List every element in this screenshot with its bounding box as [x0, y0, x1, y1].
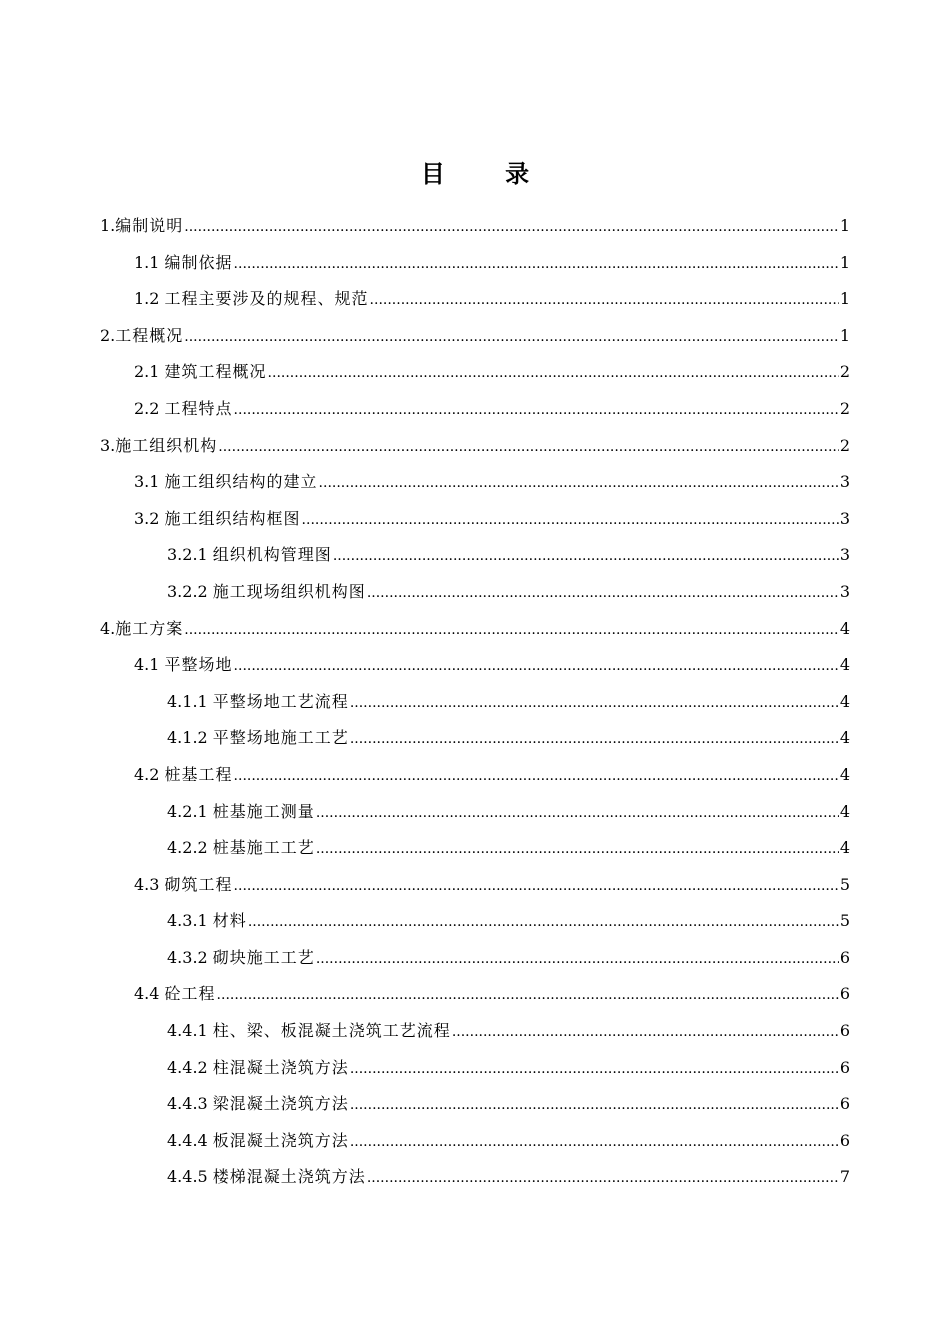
toc-entry-number: 3.2.2: [167, 581, 213, 601]
toc-entry-number: 4.4.4: [167, 1130, 213, 1150]
toc-entry-page-number: 4: [839, 618, 850, 638]
toc-entry-text: 工程主要涉及的规程、规范: [164, 289, 369, 309]
toc-entry[interactable]: [100, 428, 850, 465]
toc-dot-leader: [234, 246, 839, 283]
toc-dot-leader: [184, 319, 839, 356]
toc-entry-number: 4.2.2: [167, 838, 213, 858]
toc-dot-leader: [350, 1087, 839, 1124]
toc-list: [100, 208, 850, 1196]
toc-dot-leader: [370, 282, 839, 319]
toc-entry[interactable]: [100, 903, 850, 940]
toc-entry[interactable]: [100, 647, 850, 684]
toc-entry[interactable]: [100, 245, 850, 282]
toc-entry-number: 4.1.1: [167, 691, 213, 711]
toc-entry-page-number: 4: [839, 764, 850, 784]
toc-entry[interactable]: [100, 208, 850, 245]
toc-dot-leader: [350, 685, 839, 722]
toc-entry-text: 桩基施工工艺: [212, 838, 315, 858]
toc-entry-page-number: 1: [839, 289, 850, 309]
toc-entry-page-number: 4: [839, 691, 850, 711]
toc-dot-leader: [184, 612, 839, 649]
toc-dot-leader: [333, 538, 839, 575]
toc-dot-leader: [316, 831, 839, 868]
toc-entry[interactable]: [100, 611, 850, 648]
toc-entry-number: 4.4.5: [167, 1167, 213, 1187]
toc-entry[interactable]: [100, 318, 850, 355]
toc-entry-page-number: 7: [839, 1167, 850, 1187]
toc-dot-leader: [234, 648, 839, 685]
toc-entry[interactable]: [100, 940, 850, 977]
toc-entry-text: 砌筑工程: [164, 874, 233, 894]
toc-entry[interactable]: [100, 684, 850, 721]
toc-entry-text: 平整场地工艺流程: [212, 691, 349, 711]
toc-entry-page-number: 6: [839, 984, 850, 1004]
toc-entry-page-number: 2: [839, 398, 850, 418]
toc-entry[interactable]: [100, 464, 850, 501]
toc-entry-number: 2.1: [134, 362, 165, 382]
toc-entry-page-number: 3: [839, 581, 850, 601]
toc-entry-text: 编制依据: [164, 252, 233, 272]
toc-entry-page-number: 6: [839, 1021, 850, 1041]
toc-entry-text: 材料: [212, 911, 247, 931]
toc-title: 目 录: [420, 159, 556, 188]
toc-entry-number: 3.1: [134, 472, 165, 492]
toc-entry-text: 施工组织结构的建立: [164, 472, 318, 492]
toc-entry-page-number: 3: [839, 472, 850, 492]
toc-entry-number: 2.: [100, 325, 116, 345]
toc-entry-page-number: 4: [839, 655, 850, 675]
toc-entry-text: 桩基工程: [164, 764, 233, 784]
toc-entry[interactable]: [100, 354, 850, 391]
toc-entry-page-number: 3: [839, 508, 850, 528]
toc-entry-number: 4.1.2: [167, 728, 213, 748]
toc-entry-number: 4.3: [134, 874, 165, 894]
toc-dot-leader: [350, 1124, 839, 1161]
toc-entry-number: 4.3.2: [167, 947, 213, 967]
toc-entry-page-number: 2: [839, 362, 850, 382]
toc-entry-text: 组织机构管理图: [212, 545, 332, 565]
toc-entry-page-number: 6: [839, 947, 850, 967]
toc-entry[interactable]: [100, 830, 850, 867]
toc-entry-text: 梁混凝土浇筑方法: [212, 1094, 349, 1114]
toc-dot-leader: [367, 1160, 839, 1197]
toc-dot-leader: [319, 465, 839, 502]
toc-entry-text: 施工现场组织机构图: [212, 581, 366, 601]
toc-dot-leader: [316, 941, 839, 978]
toc-entry-page-number: 4: [839, 728, 850, 748]
toc-dot-leader: [234, 392, 839, 429]
toc-entry[interactable]: [100, 1086, 850, 1123]
toc-entry-number: 1.: [100, 216, 116, 235]
toc-entry-page-number: 1: [839, 252, 850, 272]
toc-entry[interactable]: [100, 574, 850, 611]
toc-entry-number: 4.1: [134, 655, 165, 675]
toc-entry[interactable]: [100, 1159, 850, 1196]
toc-entry-number: 3.2: [134, 508, 165, 528]
toc-entry-text: 工程特点: [164, 398, 233, 418]
toc-dot-leader: [367, 575, 839, 612]
toc-entry[interactable]: [100, 720, 850, 757]
toc-entry-number: 1.2: [134, 289, 165, 309]
toc-entry-page-number: 6: [839, 1130, 850, 1150]
toc-entry-number: 2.2: [134, 398, 165, 418]
toc-entry[interactable]: [100, 1013, 850, 1050]
toc-dot-leader: [316, 795, 839, 832]
toc-entry-text: 施工方案: [115, 618, 184, 638]
toc-entry-number: 1.1: [134, 252, 165, 272]
toc-entry-text: 砼工程: [164, 984, 216, 1004]
toc-entry-page-number: 5: [839, 911, 850, 931]
toc-entry-number: 4.3.1: [167, 911, 213, 931]
toc-entry-number: 3.: [100, 435, 116, 455]
toc-dot-leader: [184, 209, 839, 246]
toc-dot-leader: [350, 721, 839, 758]
toc-entry-text: 平整场地施工工艺: [212, 728, 349, 748]
toc-entry-page-number: 6: [839, 1057, 850, 1077]
toc-dot-leader: [452, 1014, 839, 1051]
toc-entry-text: 柱、梁、板混凝土浇筑工艺流程: [212, 1021, 451, 1041]
toc-entry-page-number: 4: [839, 838, 850, 858]
toc-entry[interactable]: [100, 281, 850, 318]
toc-entry[interactable]: [100, 391, 850, 428]
toc-entry-text: 施工组织结构框图: [164, 508, 301, 528]
toc-entry-page-number: 5: [839, 874, 850, 894]
toc-entry-number: 4.4: [134, 984, 165, 1004]
toc-entry[interactable]: [100, 1050, 850, 1087]
toc-entry-text: 楼梯混凝土浇筑方法: [212, 1167, 366, 1187]
toc-entry[interactable]: [100, 537, 850, 574]
toc-entry-text: 砌块施工工艺: [212, 947, 315, 967]
toc-entry-page-number: 1: [839, 325, 850, 345]
toc-entry-number: 4.2: [134, 764, 165, 784]
toc-entry[interactable]: [100, 976, 850, 1013]
toc-entry-text: 工程概况: [115, 325, 184, 345]
toc-entry-number: 4.4.1: [167, 1021, 213, 1041]
toc-dot-leader: [234, 868, 839, 905]
toc-entry-page-number: 2: [839, 435, 850, 455]
toc-entry[interactable]: [100, 757, 850, 794]
toc-entry-number: 4.: [100, 618, 116, 638]
toc-dot-leader: [350, 1051, 839, 1088]
toc-entry-text: 施工组织机构: [115, 435, 218, 455]
toc-dot-leader: [268, 355, 839, 392]
toc-dot-leader: [234, 758, 839, 795]
toc-entry-text: 柱混凝土浇筑方法: [212, 1057, 349, 1077]
toc-entry-number: 4.4.3: [167, 1094, 213, 1114]
toc-entry-page-number: 1: [839, 216, 850, 235]
toc-entry[interactable]: [100, 867, 850, 904]
toc-entry-text: 板混凝土浇筑方法: [212, 1130, 349, 1150]
toc-dot-leader: [302, 502, 839, 539]
toc-entry-text: 建筑工程概况: [164, 362, 267, 382]
toc-entry[interactable]: [100, 794, 850, 831]
toc-entry-number: 4.4.2: [167, 1057, 213, 1077]
toc-dot-leader: [248, 904, 839, 941]
toc-entry-page-number: 4: [839, 801, 850, 821]
toc-dot-leader: [217, 977, 839, 1014]
toc-entry-text: 桩基施工测量: [212, 801, 315, 821]
toc-dot-leader: [218, 429, 839, 466]
toc-entry-number: 3.2.1: [167, 545, 213, 565]
toc-entry-number: 4.2.1: [167, 801, 213, 821]
toc-entry-page-number: 6: [839, 1094, 850, 1114]
toc-entry-text: 编制说明: [115, 216, 184, 235]
toc-entry-page-number: 3: [839, 545, 850, 565]
toc-entry[interactable]: [100, 501, 850, 538]
toc-entry[interactable]: [100, 1123, 850, 1160]
toc-entry-text: 平整场地: [164, 655, 233, 675]
